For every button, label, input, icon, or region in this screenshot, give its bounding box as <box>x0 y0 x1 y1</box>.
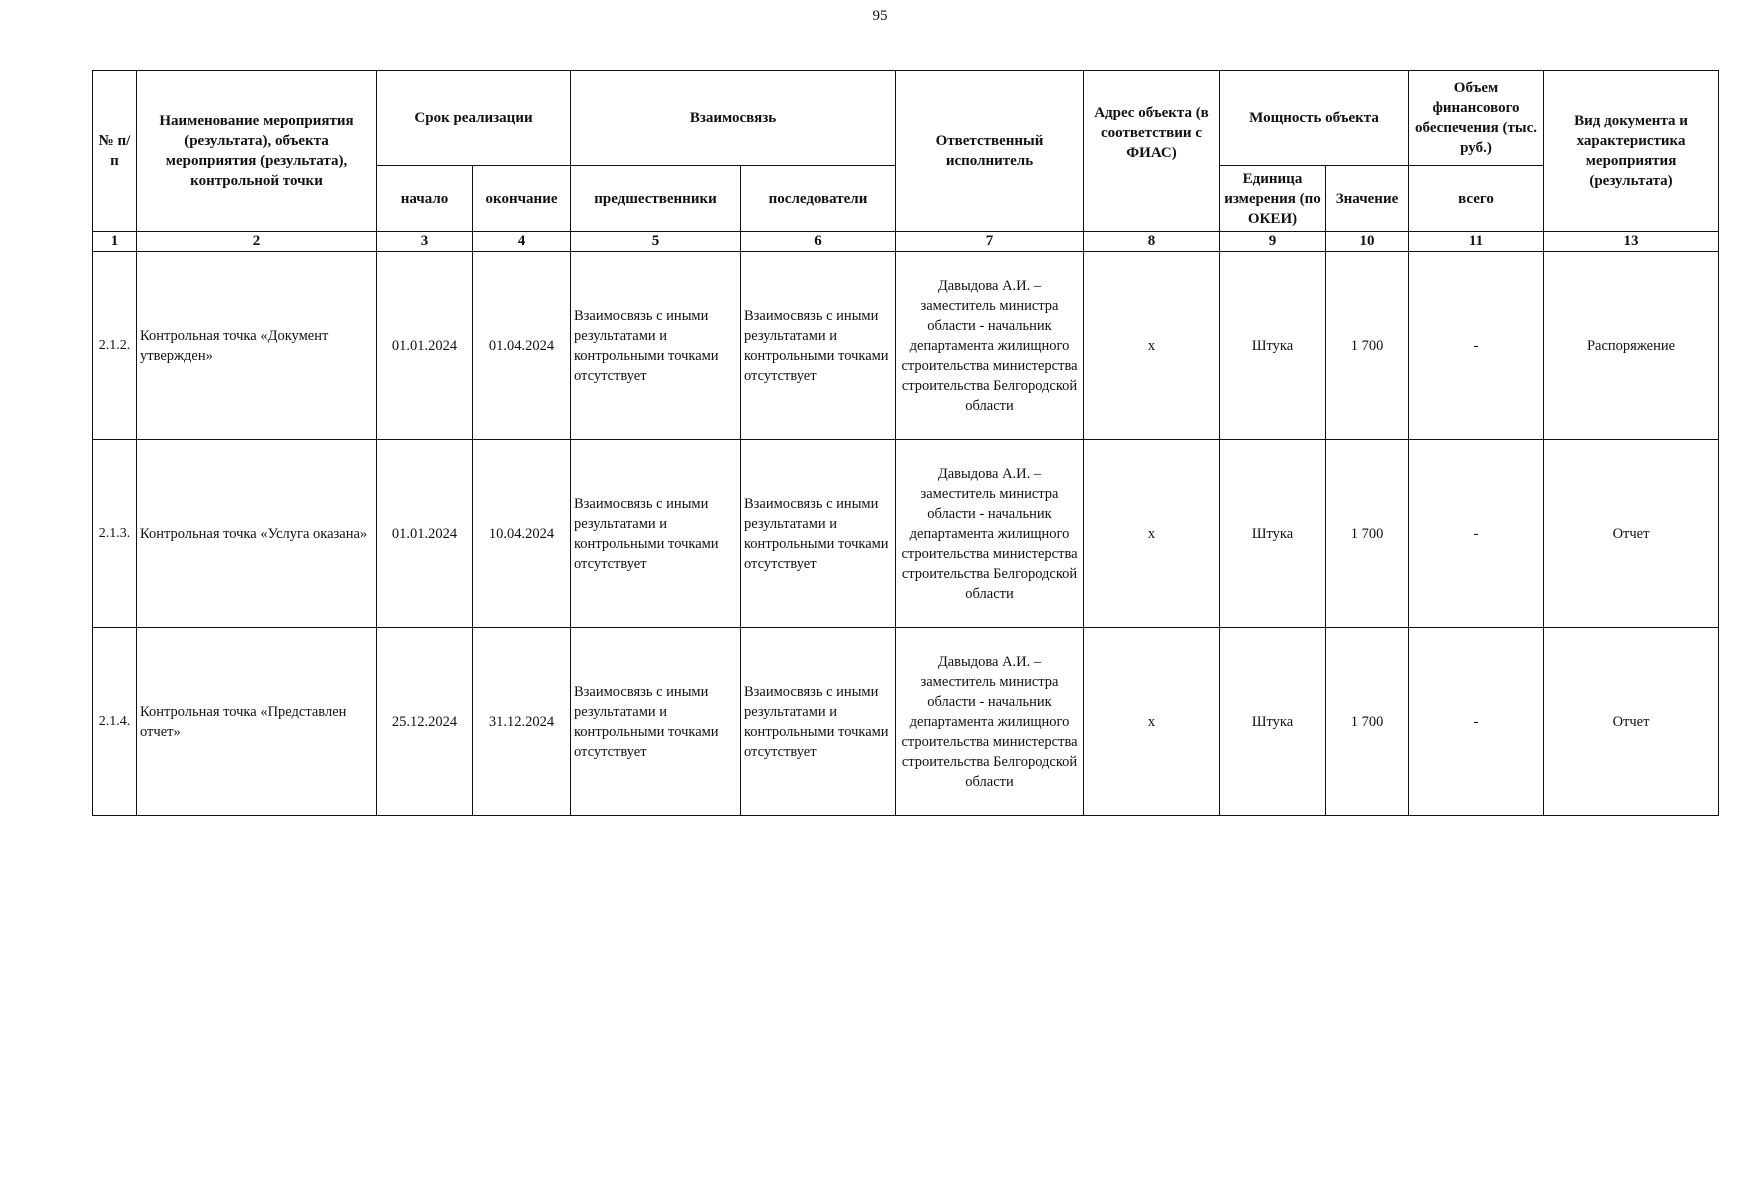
row-successors: Взаимосвязь с иными результатами и контрольными точками отсутствует <box>741 628 896 816</box>
table-row <box>93 440 1719 628</box>
column-number: 8 <box>1084 232 1220 252</box>
row-start-date: 25.12.2024 <box>377 628 473 816</box>
row-start-date: 01.01.2024 <box>377 252 473 440</box>
header-finance: Объем финансового обеспечения (тыс. руб.) <box>1409 71 1544 166</box>
header-link: Взаимосвязь <box>571 71 896 166</box>
column-number: 1 <box>93 232 137 252</box>
row-successors: Взаимосвязь с иными результатами и контрольными точками отсутствует <box>741 252 896 440</box>
header-capacity: Мощность объекта <box>1220 71 1409 166</box>
page-number: 95 <box>872 8 888 24</box>
row-name: Контрольная точка «Представлен отчет» <box>137 628 377 816</box>
column-number: 11 <box>1409 232 1544 252</box>
table-row <box>93 628 1719 816</box>
table-row <box>93 252 1719 440</box>
row-end-date: 10.04.2024 <box>473 440 571 628</box>
row-name: Контрольная точка «Услуга оказана» <box>137 440 377 628</box>
row-responsible: Давыдова А.И. – заместитель министра области - начальник департамента жилищного строительства министерства строительства Белгородской области <box>896 252 1084 440</box>
header-term-start: начало <box>377 166 473 232</box>
row-end-date: 01.04.2024 <box>473 252 571 440</box>
column-number: 10 <box>1326 232 1409 252</box>
row-value: 1 700 <box>1326 628 1409 816</box>
header-link-next: последователи <box>741 166 896 232</box>
table-body <box>93 252 1719 816</box>
row-start-date: 01.01.2024 <box>377 440 473 628</box>
row-unit: Штука <box>1220 628 1326 816</box>
row-unit: Штука <box>1220 440 1326 628</box>
header-term: Срок реализации <box>377 71 571 166</box>
column-number: 2 <box>137 232 377 252</box>
row-number: 2.1.2. <box>93 252 137 440</box>
row-value: 1 700 <box>1326 440 1409 628</box>
column-numbers-row <box>93 232 1719 252</box>
row-responsible: Давыдова А.И. – заместитель министра области - начальник департамента жилищного строительства министерства строительства Белгородской области <box>896 628 1084 816</box>
header-doc-type: Вид документа и характеристика мероприятия (результата) <box>1544 71 1719 232</box>
row-successors: Взаимосвязь с иными результатами и контрольными точками отсутствует <box>741 440 896 628</box>
header-num: № п/п <box>93 71 137 232</box>
row-value: 1 700 <box>1326 252 1409 440</box>
implementation-plan-table <box>92 70 1719 816</box>
row-address: х <box>1084 628 1220 816</box>
row-number: 2.1.4. <box>93 628 137 816</box>
row-doc-type: Отчет <box>1544 628 1719 816</box>
header-link-prev: предшественники <box>571 166 741 232</box>
column-number: 13 <box>1544 232 1719 252</box>
row-address: х <box>1084 440 1220 628</box>
column-number: 4 <box>473 232 571 252</box>
row-predecessors: Взаимосвязь с иными результатами и контрольными точками отсутствует <box>571 628 741 816</box>
header-name: Наименование мероприятия (результата), объекта мероприятия (результата), контрольной точки <box>137 71 377 232</box>
header-value: Значение <box>1326 166 1409 232</box>
row-name: Контрольная точка «Документ утвержден» <box>137 252 377 440</box>
row-unit: Штука <box>1220 252 1326 440</box>
header-finance-total: всего <box>1409 166 1544 232</box>
row-responsible: Давыдова А.И. – заместитель министра области - начальник департамента жилищного строительства министерства строительства Белгородской области <box>896 440 1084 628</box>
row-predecessors: Взаимосвязь с иными результатами и контрольными точками отсутствует <box>571 440 741 628</box>
column-number: 7 <box>896 232 1084 252</box>
row-predecessors: Взаимосвязь с иными результатами и контрольными точками отсутствует <box>571 252 741 440</box>
row-doc-type: Отчет <box>1544 440 1719 628</box>
column-number: 6 <box>741 232 896 252</box>
column-number: 9 <box>1220 232 1326 252</box>
column-number: 3 <box>377 232 473 252</box>
row-number: 2.1.3. <box>93 440 137 628</box>
header-term-end: окончание <box>473 166 571 232</box>
row-end-date: 31.12.2024 <box>473 628 571 816</box>
header-unit: Единица измерения (по ОКЕИ) <box>1220 166 1326 232</box>
header-address: Адрес объекта (в соответствии с ФИАС) <box>1084 71 1220 232</box>
header-responsible: Ответственный исполнитель <box>896 71 1084 232</box>
row-finance-total: - <box>1409 440 1544 628</box>
table-header <box>93 71 1719 252</box>
row-doc-type: Распоряжение <box>1544 252 1719 440</box>
row-address: х <box>1084 252 1220 440</box>
row-finance-total: - <box>1409 628 1544 816</box>
row-finance-total: - <box>1409 252 1544 440</box>
column-number: 5 <box>571 232 741 252</box>
